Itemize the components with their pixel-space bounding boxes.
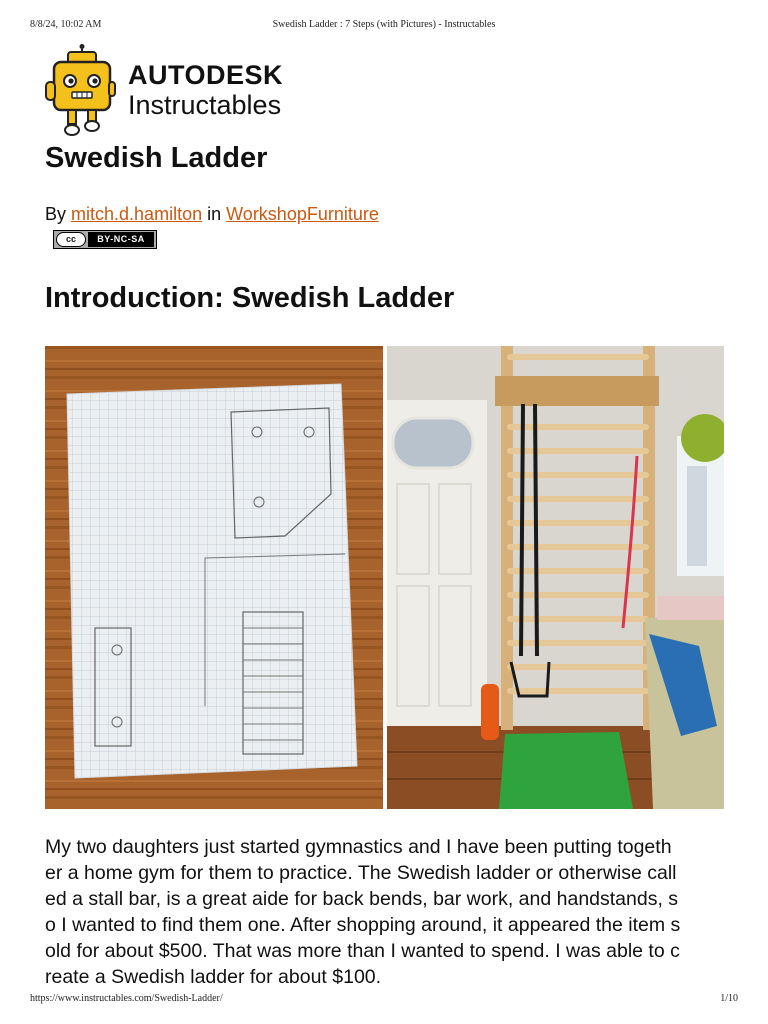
author-link[interactable]: mitch.d.hamilton bbox=[71, 204, 203, 224]
category-link[interactable]: WorkshopFurniture bbox=[226, 204, 379, 224]
instructables-robot-icon bbox=[44, 44, 116, 136]
print-page-title: Swedish Ladder : 7 Steps (with Pictures) - Instructables bbox=[272, 19, 496, 30]
intro-heading: Introduction: Swedish Ladder bbox=[45, 282, 455, 314]
byline bbox=[45, 204, 379, 225]
byline-connector: in bbox=[207, 204, 222, 224]
byline-prefix: By bbox=[45, 204, 67, 224]
finished-ladder-illustration bbox=[387, 346, 724, 809]
cc-icon: cc bbox=[56, 232, 86, 247]
instructables-logo[interactable] bbox=[44, 44, 314, 136]
license-badge[interactable] bbox=[53, 230, 157, 249]
print-page-number: 1/10 bbox=[720, 993, 738, 1004]
finished-ladder-photo[interactable] bbox=[387, 346, 724, 809]
print-url: https://www.instructables.com/Swedish-Ladder/ bbox=[30, 993, 223, 1004]
brand-instructables: Instructables bbox=[128, 90, 282, 120]
sketch-plan-illustration bbox=[45, 346, 383, 809]
license-text: BY-NC-SA bbox=[88, 232, 154, 247]
print-datetime: 8/8/24, 10:02 AM bbox=[30, 19, 102, 30]
brand-autodesk: AUTODESK bbox=[128, 60, 284, 90]
page-title: Swedish Ladder bbox=[45, 142, 268, 174]
sketch-plan-photo[interactable] bbox=[45, 346, 383, 809]
intro-body-text: My two daughters just started gymnastics and I have been putting togeth er a home gym for them to practice. The Swedish ladder or otherwise call ed a stall bar, is a great aide for back bends, bar work, and handstands, s o I wanted to find them one. After shopping around, it appeared the item s old for about $500. That was more than I wanted to spend. I was able to c reate a Swedish ladder for about $100. bbox=[45, 836, 681, 988]
